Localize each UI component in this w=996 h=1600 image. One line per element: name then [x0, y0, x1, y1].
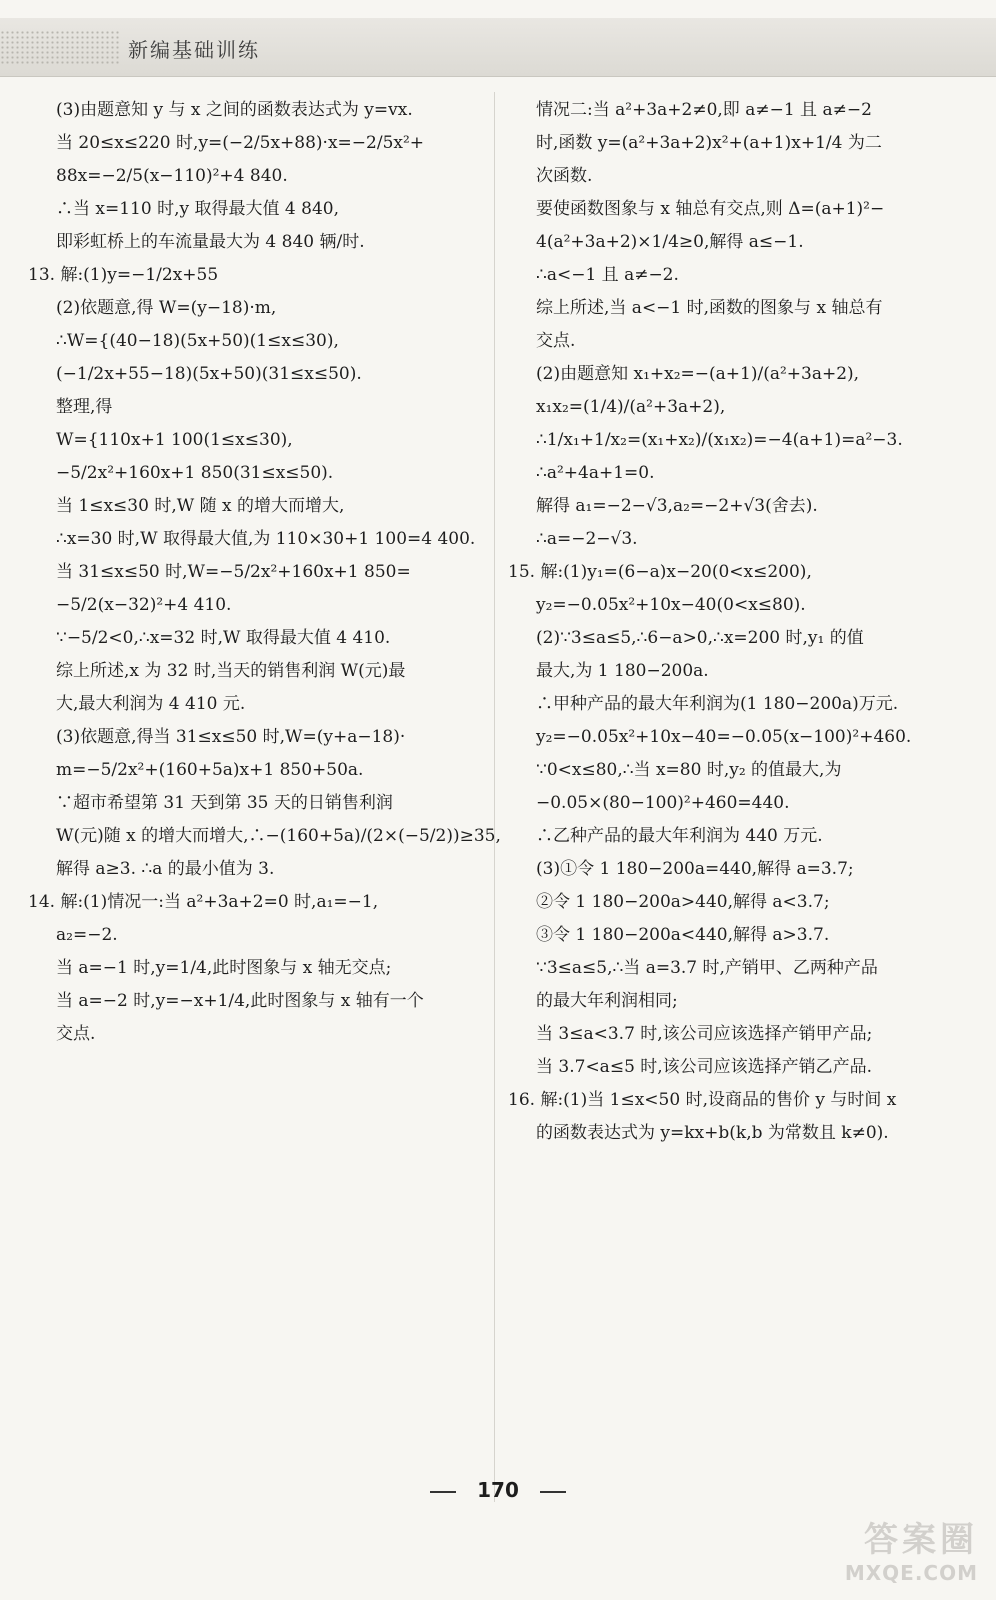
page-number: 170 — [477, 1478, 519, 1502]
right-text-line: 次函数. — [536, 166, 593, 186]
left-text-line: 当 20≤x≤220 时,y=(−2/5x+88)·x=−2/5x²+ — [56, 133, 425, 153]
right-text-line: 当 3≤a<3.7 时,该公司应该选择产销甲产品; — [536, 1024, 873, 1044]
left-text-line: ∴x=30 时,W 取得最大值,为 110×30+1 100=4 400. — [56, 529, 476, 549]
left-text-line: −5/2(x−32)²+4 410. — [56, 595, 232, 615]
right-column — [508, 92, 948, 1151]
left-text-line: 当 31≤x≤50 时,W=−5/2x²+160x+1 850= — [56, 562, 411, 582]
right-text-line: (3)①令 1 180−200a=440,解得 a=3.7; — [536, 859, 854, 879]
left-text-line: 14. 解:(1)情况一:当 a²+3a+2=0 时,a₁=−1, — [28, 892, 379, 912]
right-text-line: 解得 a₁=−2−√3,a₂=−2+√3(舍去). — [536, 496, 818, 516]
left-text-line: 当 a=−2 时,y=−x+1/4,此时图象与 x 轴有一个 — [56, 991, 424, 1011]
page-header — [0, 18, 996, 77]
right-text-line: ∴甲种产品的最大年利润为(1 180−200a)万元. — [536, 694, 899, 714]
right-text-line: −0.05×(80−100)²+460=440. — [536, 793, 790, 813]
right-text-line: (2)∵3≤a≤5,∴6−a>0,∴x=200 时,y₁ 的值 — [536, 628, 864, 648]
left-text-line: W={110x+1 100(1≤x≤30), — [56, 430, 293, 450]
left-text-line: 即彩虹桥上的车流量最大为 4 840 辆/时. — [56, 232, 365, 252]
right-text-line: ∵3≤a≤5,∴当 a=3.7 时,产销甲、乙两种产品 — [536, 958, 878, 978]
right-text-line: 交点. — [536, 331, 576, 351]
left-text-line: m=−5/2x²+(160+5a)x+1 850+50a. — [56, 760, 364, 780]
left-text-line: 整理,得 — [56, 397, 113, 417]
left-text-line: (2)依题意,得 W=(y−18)·m, — [56, 298, 277, 318]
left-text-line: (3)由题意知 y 与 x 之间的函数表达式为 y=vx. — [56, 100, 413, 120]
left-text-line: W(元)随 x 的增大而增大,∴−(160+5a)/(2×(−5/2))≥35, — [56, 826, 501, 846]
right-text-line: ∴a²+4a+1=0. — [536, 463, 655, 483]
book-title: 新编基础训练 — [128, 38, 260, 62]
right-text-line: y₂=−0.05x²+10x−40=−0.05(x−100)²+460. — [536, 727, 912, 747]
right-text-line: 当 3.7<a≤5 时,该公司应该选择产销乙产品. — [536, 1057, 873, 1077]
right-text-line: 情况二:当 a²+3a+2≠0,即 a≠−1 且 a≠−2 — [536, 100, 872, 120]
left-text-line: ∴W={(40−18)(5x+50)(1≤x≤30), — [56, 331, 339, 351]
right-text-line: ∴乙种产品的最大年利润为 440 万元. — [536, 826, 823, 846]
left-text-line: (−1/2x+55−18)(5x+50)(31≤x≤50). — [56, 364, 362, 384]
right-text-line: ②令 1 180−200a>440,解得 a<3.7; — [536, 892, 830, 912]
header-dot-pattern — [0, 30, 120, 64]
right-text-line: 时,函数 y=(a²+3a+2)x²+(a+1)x+1/4 为二 — [536, 133, 882, 153]
right-text-line: ∴1/x₁+1/x₂=(x₁+x₂)/(x₁x₂)=−4(a+1)=a²−3. — [536, 430, 903, 450]
right-text-line: 16. 解:(1)当 1≤x<50 时,设商品的售价 y 与时间 x — [508, 1090, 897, 1110]
footer-dash-right — [540, 1491, 566, 1493]
right-text-line: 15. 解:(1)y₁=(6−a)x−20(0<x≤200), — [508, 562, 812, 582]
watermark-url: MXQE.COM — [844, 1561, 978, 1585]
left-text-line: 综上所述,x 为 32 时,当天的销售利润 W(元)最 — [56, 661, 406, 681]
right-text-line: ∵0<x≤80,∴当 x=80 时,y₂ 的值最大,为 — [536, 760, 842, 780]
right-text-line: 最大,为 1 180−200a. — [536, 661, 709, 681]
page-footer — [0, 1478, 996, 1502]
left-text-line: 解得 a≥3. ∴a 的最小值为 3. — [56, 859, 275, 879]
watermark-logo — [778, 1512, 978, 1596]
right-text-line: 综上所述,当 a<−1 时,函数的图象与 x 轴总有 — [536, 298, 883, 318]
right-text-line: 的函数表达式为 y=kx+b(k,b 为常数且 k≠0). — [536, 1123, 889, 1143]
right-text-line: (2)由题意知 x₁+x₂=−(a+1)/(a²+3a+2), — [536, 364, 860, 384]
right-text-line: ∴a<−1 且 a≠−2. — [536, 265, 679, 285]
right-text-line: 要使函数图象与 x 轴总有交点,则 Δ=(a+1)²− — [536, 199, 885, 219]
left-text-line: a₂=−2. — [56, 925, 118, 945]
right-text-line: 的最大年利润相同; — [536, 991, 678, 1011]
left-column — [28, 92, 501, 1052]
left-text-line: −5/2x²+160x+1 850(31≤x≤50). — [56, 463, 334, 483]
left-text-line: ∴当 x=110 时,y 取得最大值 4 840, — [56, 199, 339, 219]
column-divider — [494, 92, 495, 1502]
footer-dash-left — [430, 1491, 456, 1493]
right-text-line: 4(a²+3a+2)×1/4≥0,解得 a≤−1. — [536, 232, 804, 252]
right-text-line: ③令 1 180−200a<440,解得 a>3.7. — [536, 925, 830, 945]
left-text-line: ∵超市希望第 31 天到第 35 天的日销售利润 — [56, 793, 393, 813]
left-text-line: 交点. — [56, 1024, 96, 1044]
left-text-line: 当 1≤x≤30 时,W 随 x 的增大而增大, — [56, 496, 345, 516]
right-text-line: x₁x₂=(1/4)/(a²+3a+2), — [536, 397, 726, 417]
right-text-line: ∴a=−2−√3. — [536, 529, 638, 549]
left-text-line: ∵−5/2<0,∴x=32 时,W 取得最大值 4 410. — [56, 628, 391, 648]
left-text-line: 当 a=−1 时,y=1/4,此时图象与 x 轴无交点; — [56, 958, 392, 978]
right-text-line: y₂=−0.05x²+10x−40(0<x≤80). — [536, 595, 806, 615]
watermark-text: 答案圈 — [864, 1520, 978, 1560]
left-text-line: 13. 解:(1)y=−1/2x+55 — [28, 265, 219, 285]
left-text-line: 大,最大利润为 4 410 元. — [56, 694, 246, 714]
left-text-line: (3)依题意,得当 31≤x≤50 时,W=(y+a−18)· — [56, 727, 406, 747]
left-text-line: 88x=−2/5(x−110)²+4 840. — [56, 166, 288, 186]
